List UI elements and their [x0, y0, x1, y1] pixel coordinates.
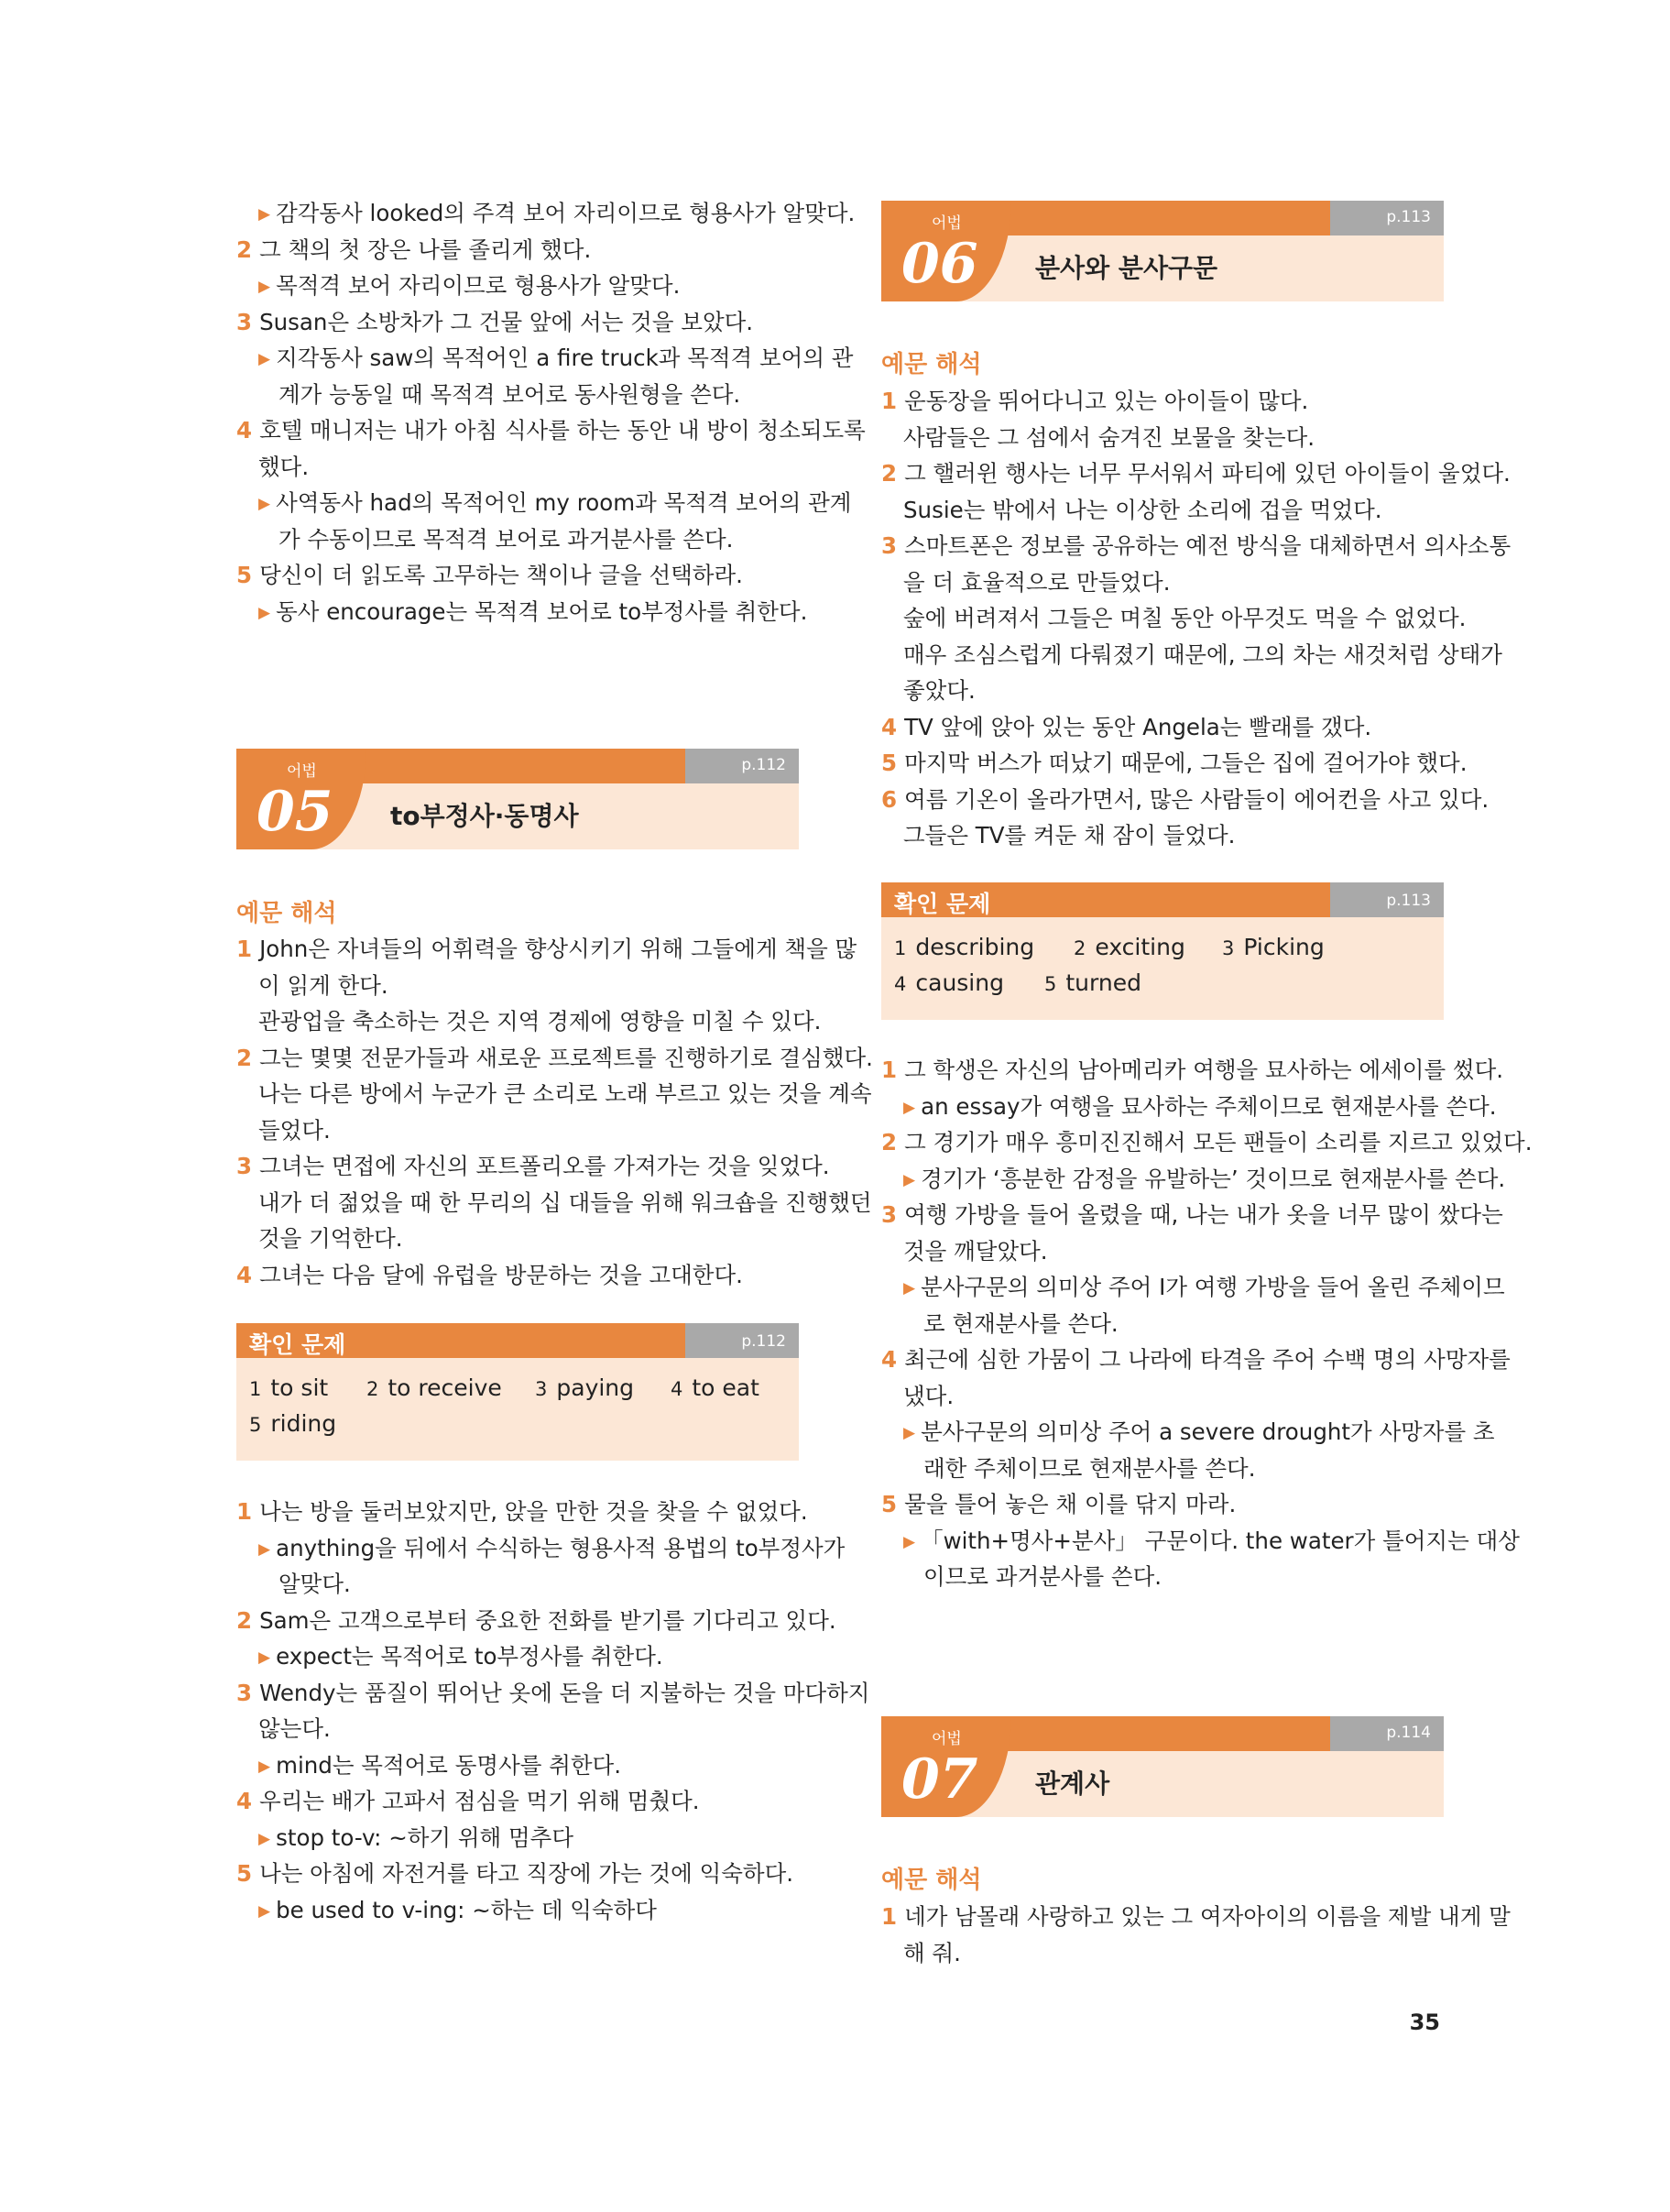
item-text: 나는 아침에 자전거를 타고 직장에 가는 것에 익숙하다.	[259, 1860, 794, 1887]
note-text: 「with+명사+분사」 구문이다. the water가 틀어지는 대상	[921, 1527, 1520, 1554]
item-text: 물을 틀어 놓은 채 이를 닦지 마라.	[904, 1491, 1237, 1517]
item-number: 1	[881, 1903, 898, 1930]
item-text: John은 자녀들의 어휘력을 향상시키기 위해 그들에게 책을 많	[259, 936, 857, 962]
item-number: 5	[236, 1860, 253, 1887]
note-text: stop to-v: ~하기 위해 멈추다	[276, 1823, 573, 1851]
note-text: anything을 뒤에서 수식하는 형용사적 용법의 to부정사가	[276, 1534, 846, 1561]
continuation-line	[278, 1571, 351, 1598]
numbered-line	[881, 750, 1468, 777]
triangle-bullet-icon: ▶	[258, 350, 271, 368]
unit-05-title: to부정사·동명사	[390, 801, 579, 831]
explanation-note	[258, 1897, 657, 1927]
unit-05-check-page: p.112	[741, 1332, 786, 1351]
numbered-line	[881, 714, 1371, 741]
explanation-note	[258, 489, 851, 520]
item-text: 그녀는 다음 달에 유럽을 방문하는 것을 고대한다.	[259, 1261, 743, 1288]
numbered-line	[881, 460, 1511, 487]
item-text: 마지막 버스가 떠났기 때문에, 그들은 집에 걸어가야 했다.	[904, 750, 1468, 776]
triangle-bullet-icon: ▶	[258, 1757, 271, 1776]
note-text: 분사구문의 의미상 주어 a severe drought가 사망자를 초	[921, 1418, 1495, 1445]
numbered-line	[236, 1607, 836, 1635]
triangle-bullet-icon: ▶	[258, 1901, 271, 1921]
item-number: 4	[236, 1788, 253, 1814]
unit-06-check-title: 확인 문제	[894, 891, 991, 917]
item-text: TV 앞에 앉아 있는 동안 Angela는 빨래를 갰다.	[904, 713, 1372, 740]
unit-07-page-ref: p.114	[1386, 1724, 1431, 1742]
continuation-text: 냈다.	[903, 1382, 955, 1409]
check-answer: 4 causing	[894, 969, 1004, 996]
numbered-line	[881, 532, 1511, 560]
explanation-note	[258, 200, 855, 230]
continuation-text: 사람들은 그 섬에서 숨겨진 보물을 찾는다.	[903, 423, 1315, 451]
triangle-bullet-icon: ▶	[258, 1829, 271, 1848]
numbered-line	[236, 1788, 700, 1815]
continuation-text: 가 수동이므로 목적격 보어로 과거분사를 쓴다.	[278, 525, 734, 553]
triangle-bullet-icon: ▶	[258, 1539, 271, 1559]
note-text: 사역동사 had의 목적어인 my room과 목적격 보어의 관계	[276, 489, 852, 516]
note-text: 경기가 ‘흥분한 감정을 유발하는’ 것이므로 현재분사를 쓴다.	[921, 1165, 1506, 1192]
unit-06-title: 분사와 분사구문	[1035, 253, 1218, 283]
numbered-line	[236, 1860, 793, 1888]
item-number: 5	[236, 562, 253, 588]
item-text: 당신이 더 읽도록 고무하는 책이나 글을 선택하라.	[259, 562, 743, 588]
continuation-text: 이 읽게 한다.	[258, 971, 388, 999]
continuation-text: 나는 다른 방에서 누군가 큰 소리로 노래 부르고 있는 것을 계속	[258, 1080, 872, 1107]
numbered-line	[236, 1262, 743, 1289]
item-number: 1	[881, 1057, 898, 1083]
item-text: 그 핼러윈 행사는 너무 무서워서 파티에 있던 아이들이 울었다.	[904, 460, 1511, 487]
numbered-line	[881, 786, 1489, 814]
explanation-note	[258, 598, 807, 629]
item-text: 그녀는 면접에 자신의 포트폴리오를 가져가는 것을 잊었다.	[259, 1153, 830, 1179]
continuation-text: 매우 조심스럽게 다뤄졌기 때문에, 그의 차는 새것처럼 상태가	[903, 641, 1502, 668]
continuation-text: 않는다.	[258, 1715, 331, 1742]
item-number: 1	[236, 1498, 253, 1525]
continuation-line	[923, 1563, 1162, 1591]
item-number: 5	[881, 1491, 898, 1517]
continuation-line	[278, 381, 740, 409]
continuation-line	[923, 1455, 1256, 1483]
item-number: 3	[236, 1679, 253, 1706]
page-number: 35	[1409, 2009, 1440, 2035]
item-text: Wendy는 품질이 뛰어난 옷에 돈을 더 지불하는 것을 마다하지	[259, 1679, 870, 1706]
continuation-text: Susie는 밖에서 나는 이상한 소리에 겁을 먹었다.	[903, 496, 1382, 523]
item-number: 4	[881, 1346, 898, 1373]
item-number: 3	[236, 308, 253, 335]
continuation-text: 을 더 효율적으로 만들었다.	[903, 568, 1171, 596]
continuation-line	[258, 1008, 821, 1035]
item-number: 3	[236, 1153, 253, 1179]
item-text: 네가 남몰래 사랑하고 있는 그 여자아이의 이름을 제발 내게 말	[904, 1903, 1511, 1930]
explanation-note	[903, 1528, 1520, 1558]
continuation-line	[903, 569, 1171, 597]
unit-05-example-title: 예문 해석	[236, 900, 337, 927]
continuation-text: 좋았다.	[903, 677, 976, 704]
item-text: 나는 방을 둘러보았지만, 앉을 만한 것을 찾을 수 없었다.	[259, 1498, 808, 1525]
triangle-bullet-icon: ▶	[258, 278, 271, 296]
item-number: 2	[881, 460, 898, 487]
explanation-note	[258, 1824, 573, 1855]
check-answer: 3 paying	[535, 1374, 635, 1401]
explanation-note	[903, 1274, 1505, 1304]
numbered-line	[236, 936, 857, 963]
explanation-note	[903, 1093, 1497, 1123]
triangle-bullet-icon: ▶	[258, 603, 271, 622]
item-text: Susan은 소방차가 그 건물 앞에 서는 것을 보았다.	[259, 308, 754, 335]
check-answer: 1 describing	[894, 934, 1035, 960]
numbered-line	[881, 1057, 1503, 1084]
item-text: 여름 기온이 올라가면서, 많은 사람들이 에어컨을 사고 있다.	[904, 785, 1490, 813]
item-number: 2	[236, 1606, 253, 1634]
unit-06-check-box	[881, 882, 1444, 1020]
continuation-line	[903, 1383, 954, 1410]
continuation-line	[903, 822, 1235, 849]
item-number: 4	[236, 417, 253, 443]
item-text: 운동장을 뛰어다니고 있는 아이들이 많다.	[904, 388, 1309, 414]
check-answer: 2 to receive	[366, 1374, 502, 1401]
numbered-line	[236, 1153, 830, 1180]
note-text: 분사구문의 의미상 주어 I가 여행 가방을 들어 올린 주체이므	[921, 1274, 1505, 1300]
continuation-line	[903, 424, 1315, 452]
unit-05-check-title: 확인 문제	[249, 1331, 346, 1358]
check-answer: 3 Picking	[1222, 934, 1325, 960]
item-text: 그는 몇몇 전문가들과 새로운 프로젝트를 진행하기로 결심했다.	[259, 1044, 873, 1071]
numbered-line	[236, 417, 866, 444]
check-answer: 5 riding	[249, 1410, 337, 1437]
note-text: mind는 목적어로 동명사를 취한다.	[276, 1751, 621, 1779]
item-number: 4	[881, 713, 898, 740]
item-text: 그 학생은 자신의 남아메리카 여행을 묘사하는 에세이를 썼다.	[904, 1057, 1504, 1083]
numbered-line	[881, 388, 1308, 415]
unit-07-number: 07	[901, 1747, 978, 1812]
continuation-text: 내가 더 젊었을 때 한 무리의 십 대들을 위해 워크숍을 진행했던	[258, 1188, 872, 1216]
continuation-line	[258, 1189, 872, 1217]
continuation-text: 숲에 버려져서 그들은 며칠 동안 아무것도 먹을 수 없었다.	[903, 605, 1467, 631]
continuation-text: 들었다.	[258, 1116, 331, 1144]
numbered-line	[881, 1201, 1503, 1229]
continuation-line	[903, 497, 1382, 524]
continuation-text: 것을 깨달았다.	[903, 1237, 1048, 1265]
unit-06-label: 어법	[932, 214, 962, 233]
check-answer: 1 to sit	[249, 1374, 329, 1401]
continuation-text: 계가 능동일 때 목적격 보어로 동사원형을 쓴다.	[278, 380, 741, 408]
unit-05-page-ref: p.112	[741, 756, 786, 774]
item-text: 최근에 심한 가뭄이 그 나라에 타격을 주어 수백 명의 사망자를	[904, 1346, 1511, 1373]
item-text: 여행 가방을 들어 올렸을 때, 나는 내가 옷을 너무 많이 쌌다는	[904, 1201, 1503, 1228]
numbered-line	[881, 1491, 1236, 1518]
item-text: Sam은 고객으로부터 중요한 전화를 받기를 기다리고 있다.	[259, 1606, 836, 1634]
unit-06-page-ref: p.113	[1386, 208, 1431, 226]
continuation-line	[903, 605, 1466, 632]
continuation-text: 그들은 TV를 켜둔 채 잠이 들었다.	[903, 822, 1236, 849]
triangle-bullet-icon: ▶	[258, 495, 271, 513]
item-number: 2	[881, 1129, 898, 1155]
unit-06-header	[881, 201, 1444, 301]
continuation-text: 해 줘.	[903, 1939, 961, 1966]
item-text: 우리는 배가 고파서 점심을 먹기 위해 멈췄다.	[259, 1788, 700, 1814]
continuation-text: 래한 주체이므로 현재분사를 쓴다.	[923, 1454, 1256, 1482]
numbered-line	[881, 1903, 1511, 1931]
continuation-line	[923, 1310, 1119, 1338]
item-number: 1	[881, 388, 898, 414]
item-number: 5	[881, 750, 898, 776]
item-text: 호텔 매니저는 내가 아침 식사를 하는 동안 내 방이 청소되도록	[259, 417, 866, 443]
continuation-text: 로 현재분사를 쓴다.	[923, 1309, 1119, 1337]
unit-06-example-title: 예문 해석	[881, 351, 982, 378]
continuation-line	[258, 454, 309, 481]
numbered-line	[236, 1045, 873, 1072]
numbered-line	[236, 309, 753, 336]
unit-05-check-box	[236, 1323, 799, 1461]
explanation-note	[258, 1643, 663, 1673]
item-number: 3	[881, 1201, 898, 1228]
note-text: be used to v-ing: ~하는 데 익숙하다	[276, 1896, 657, 1923]
item-number: 6	[881, 785, 898, 813]
unit-06-number: 06	[901, 232, 978, 296]
note-text: 감각동사 looked의 주격 보어 자리이므로 형용사가 알맞다.	[276, 200, 856, 226]
unit-05-label: 어법	[287, 762, 317, 781]
triangle-bullet-icon: ▶	[258, 1648, 271, 1667]
triangle-bullet-icon: ▶	[903, 1424, 916, 1442]
note-text: 지각동사 saw의 목적어인 a fire truck과 목적격 보어의 관	[276, 345, 854, 371]
triangle-bullet-icon: ▶	[903, 1170, 916, 1189]
triangle-bullet-icon: ▶	[903, 1098, 916, 1117]
numbered-line	[236, 236, 591, 264]
unit-05-number: 05	[257, 780, 333, 844]
numbered-line	[236, 1680, 869, 1707]
triangle-bullet-icon: ▶	[258, 205, 271, 224]
explanation-note	[903, 1166, 1505, 1196]
unit-05-header	[236, 749, 799, 849]
triangle-bullet-icon: ▶	[903, 1279, 916, 1298]
unit-07-header	[881, 1716, 1444, 1817]
item-number: 2	[236, 235, 253, 263]
continuation-line	[903, 677, 976, 705]
item-number: 1	[236, 936, 253, 962]
continuation-line	[258, 1715, 331, 1743]
explanation-note	[258, 272, 680, 302]
explanation-note	[258, 1752, 621, 1782]
continuation-line	[903, 641, 1502, 669]
continuation-line	[258, 1225, 403, 1253]
numbered-line	[236, 1498, 808, 1526]
item-number: 2	[236, 1044, 253, 1071]
explanation-note	[258, 345, 853, 375]
continuation-line	[903, 1238, 1048, 1265]
check-answer: 5 turned	[1044, 969, 1141, 996]
check-answer: 4 to eat	[671, 1374, 759, 1401]
continuation-text: 관광업을 축소하는 것은 지역 경제에 영향을 미칠 수 있다.	[258, 1008, 822, 1035]
continuation-line	[278, 526, 733, 553]
continuation-line	[258, 1080, 872, 1108]
note-text: 목적격 보어 자리이므로 형용사가 알맞다.	[276, 272, 681, 299]
item-number: 4	[236, 1261, 253, 1288]
continuation-text: 것을 기억한다.	[258, 1225, 403, 1252]
continuation-line	[903, 1940, 961, 1967]
unit-06-check-page: p.113	[1386, 892, 1431, 910]
unit-07-title: 관계사	[1035, 1769, 1110, 1799]
note-text: an essay가 여행을 묘사하는 주체이므로 현재분사를 쓴다.	[921, 1092, 1497, 1120]
item-text: 그 경기가 매우 흥미진진해서 모든 팬들이 소리를 지르고 있었다.	[904, 1129, 1533, 1155]
continuation-text: 알맞다.	[278, 1571, 351, 1597]
continuation-line	[258, 972, 388, 1000]
explanation-note	[258, 1535, 845, 1565]
numbered-line	[236, 562, 743, 589]
numbered-line	[881, 1346, 1511, 1374]
numbered-line	[881, 1129, 1533, 1156]
unit-07-example-title: 예문 해석	[881, 1867, 982, 1894]
item-number: 3	[881, 532, 898, 559]
item-text: 그 책의 첫 장은 나를 졸리게 했다.	[259, 235, 592, 263]
explanation-note	[903, 1418, 1495, 1449]
note-text: 동사 encourage는 목적격 보어로 to부정사를 취한다.	[276, 597, 808, 625]
note-text: expect는 목적어로 to부정사를 취한다.	[276, 1643, 663, 1670]
check-answer: 2 exciting	[1074, 934, 1185, 960]
item-text: 스마트폰은 정보를 공유하는 예전 방식을 대체하면서 의사소통	[904, 532, 1512, 559]
unit-07-label: 어법	[932, 1730, 962, 1748]
triangle-bullet-icon: ▶	[903, 1532, 916, 1551]
continuation-line	[258, 1117, 331, 1144]
continuation-text: 했다.	[258, 453, 310, 480]
continuation-text: 이므로 과거분사를 쓴다.	[923, 1563, 1162, 1590]
